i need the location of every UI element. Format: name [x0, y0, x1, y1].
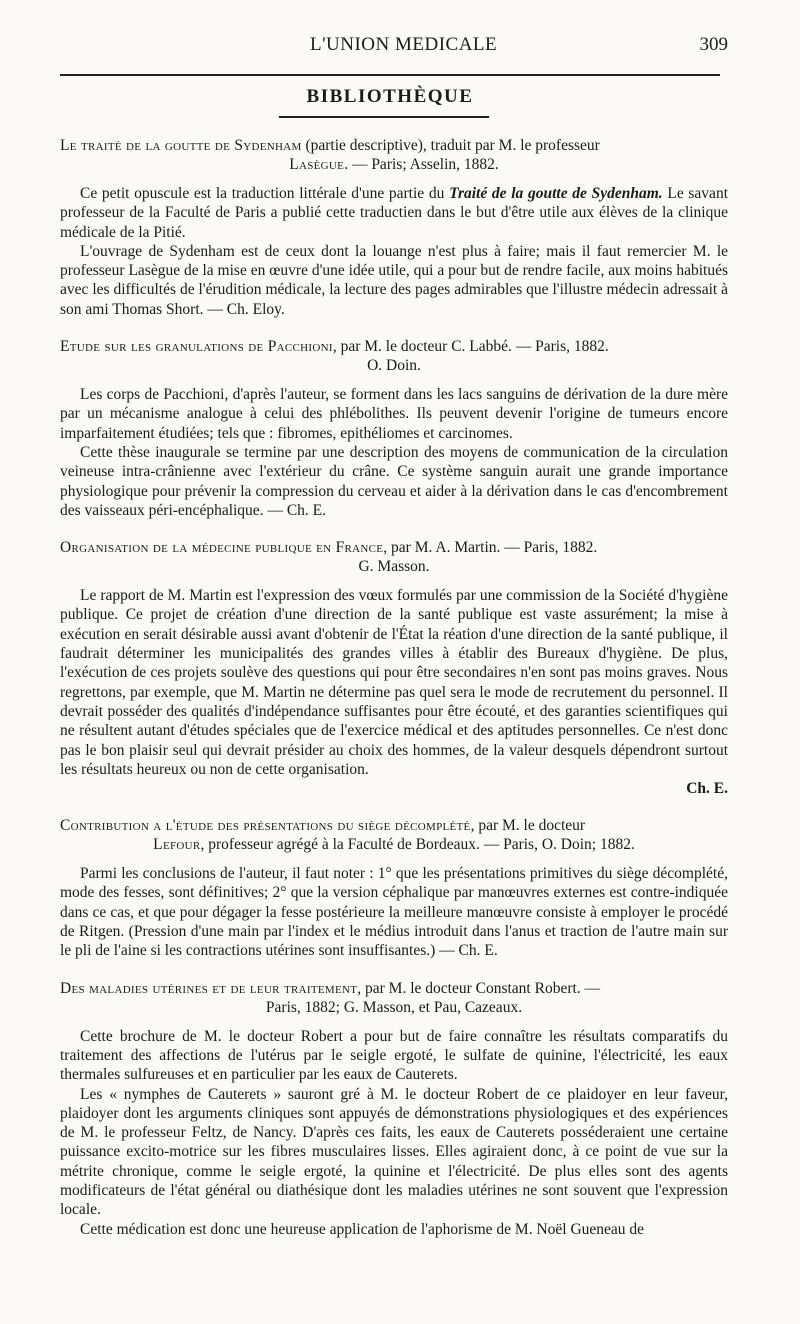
entry-signature: Ch. E.: [686, 780, 728, 798]
italic-title: Traité de la goutte de Sydenham.: [449, 185, 663, 202]
entry-publisher: , professeur agrégé à la Faculté de Bordeaux. — Paris, O. Doin; 1882.: [200, 836, 635, 854]
review-entry: [60, 136, 728, 319]
paragraph-text: Cette brochure de M. le docteur Robert a pour but de faire connaître les résultats comparatifs du traitement des affections de l'utérus par le seigle ergoté, le sulfate de quinine, l'électricité, les eaux thermales sulfureuses et en particulier par les eaux de Cauterets.: [60, 1027, 728, 1084]
paragraph: [60, 184, 728, 242]
paragraph: [60, 443, 728, 520]
entry-author: Lefour: [153, 836, 201, 854]
section-title: BIBLIOTHÈQUE: [306, 86, 474, 107]
running-title: L'UNION MEDICALE: [310, 34, 498, 55]
review-entry: [60, 816, 728, 960]
paragraph: [60, 586, 728, 779]
paragraph-text: Les « nymphes de Cauterets » sauront gré à M. le docteur Robert de ce plaidoyer en leur faveur, plaidoyer dont les arguments cliniques sont appuyés de démonstrations physiologiques et des expériences de M. le professeur Feltz, de Nancy. D'après ces faits, les eaux de Cauterets posséderaient une certaine puissance excito-motrice sur les fibres musculaires lisses. Elles agiraient donc, à ce point de vue sur la métrite chronique, comme le seigle ergoté, la quinine et l'électricité. De plus elles sont des agents modificateurs de l'état général ou diathésique dont les maladies utérines ne sont souvent que l'expression locale.: [60, 1085, 728, 1219]
review-entry: [60, 337, 728, 520]
running-head: [60, 34, 728, 68]
entry-title: Contribution a l'étude des présentations du siège décomplété: [60, 817, 471, 835]
entry-title: Etude sur les granulations de Pacchioni: [60, 338, 333, 356]
paragraph-text: Cette thèse inaugurale se termine par une description des moyens de communication de la circulation veineuse intra-crânienne avec l'extérieur du crâne. Ce système sanguin aurait une grande importance physiologique pour prévenir la compression du cerveau et aider à la dérivation dans le cas d'encombrement des vaisseaux péri-encéphalique. — Ch. E.: [60, 443, 728, 519]
entry-publisher: . — Paris; Asselin, 1882.: [344, 156, 499, 173]
entry-body: [60, 385, 728, 520]
entry-heading: [60, 979, 728, 1017]
entry-publication: [60, 835, 728, 854]
entry-heading: [60, 816, 728, 854]
paragraph-text: Cette médication est donc une heureuse application de l'aphorisme de M. Noël Gueneau de: [80, 1220, 645, 1238]
paragraph: [60, 864, 728, 960]
entry-title-rest: , par M. le docteur: [470, 817, 586, 835]
review-entry: [60, 538, 728, 798]
entry-heading: [60, 538, 728, 576]
entry-heading: [60, 337, 728, 375]
paragraph-text: L'ouvrage de Sydenham est de ceux dont la louange n'est plus à faire; mais il faut remercier M. le professeur Lasègue de la mise en œuvre d'une idée utile, qui a pour but de rendre facile, aux moins habitués avec les difficultés de l'érudition médicale, la lecture des pages admirables que l'illustre médecin adressait à son ami Thomas Short. — Ch. Eloy.: [60, 242, 728, 318]
entry-body: [60, 184, 728, 319]
entry-title-rest: , par M. le docteur C. Labbé. — Paris, 1882.: [332, 338, 609, 356]
entry-publisher: Paris, 1882; G. Masson, et Pau, Cazeaux.: [265, 998, 523, 1016]
paragraph: [60, 1027, 728, 1085]
entry-publisher: G. Masson.: [358, 558, 430, 576]
entry-publisher: O. Doin.: [367, 357, 421, 375]
page-number: 309: [699, 34, 728, 55]
entry-title-rest: , par M. A. Martin. — Paris, 1882.: [383, 539, 598, 557]
entry-author: Lasègue: [289, 156, 345, 173]
paragraph: [60, 385, 728, 443]
paragraph-text: Le savant professeur de la Faculté de Paris a publié cette traductien dans le but d'être utile aux élèves de la clinique médicale de la Pitié.: [60, 185, 728, 241]
paragraph-text: Ce petit opuscule est la traduction littérale d'une partie du: [80, 185, 450, 202]
paragraph-text: Parmi les conclusions de l'auteur, il faut noter : 1° que les présentations primitives du siège décomplété, mode des fesses, sont définitives; 2° que la version céphalique par manœuvres externes est contre-indiquée dans ce cas, et que pour dégager la fesse postérieure la meilleure manœuvre consiste à employer le procédé de Ritgen. (Pression d'une main par l'index et le médius introduit dans l'anus et traction de l'autre main sur le pli de l'aine si les contractions utérines sont insuffisantes.) — Ch. E.: [60, 865, 728, 960]
entry-title-rest: (partie descriptive), traduit par M. le professeur: [301, 137, 600, 154]
paragraph-text: Le rapport de M. Martin est l'expression des vœux formulés par une commission de la Société d'hygiène publique. Ce projet de création d'une direction de la santé publique est vaste assurément; la mise à exécution en serait désirable aussi avant d'obtenir de l'État la réation d'une direction de la santé publique, il faudrait déterminer les municipalités des grandes villes à établir des Bureaux d'hygiène. De plus, l'exécution de ces projets soulève des questions qui pour être secondaires n'en sont pas moins graves. Nous regrettons, par exemple, que M. Martin ne détermine pas quel sera le mode de recrutement du personnel. Il devrait posséder des qualités d'indépendance suffisantes pour être écouté, et des garanties scientifiques qui ne résultent autant d'études spéciales que de l'exercice médical et des aptitudes personnelles. Ce n'est donc pas le bon plaisir seul qui devrait présider au choix des hommes, de la valeur desquels dépendront surtout les résultats heureux ou non de cette organisation.: [60, 587, 728, 778]
entry-title: Des maladies utérines et de leur traitement: [60, 979, 358, 997]
entry-title-rest: , par M. le docteur Constant Robert. —: [357, 979, 601, 997]
paragraph: [60, 242, 728, 319]
title-rule: [279, 116, 489, 118]
paragraph: [60, 1220, 728, 1239]
entry-heading: [60, 136, 728, 174]
entry-body: [60, 586, 728, 798]
review-entry: [60, 979, 728, 1239]
page: [0, 34, 800, 1324]
entry-publication: [60, 155, 728, 174]
paragraph: [60, 1085, 728, 1220]
entry-body: [60, 1027, 728, 1239]
entry-title: Organisation de la médecine publique en France: [60, 539, 384, 557]
header-rule: [60, 74, 720, 76]
paragraph-text: Les corps de Pacchioni, d'après l'auteur, se forment dans les lacs sanguins de dérivation de la dure mère par un mécanisme analogue à celui des phlébolithes. Ils peuvent devenir l'origine de tumeurs encore imparfaitement étudiées; tels que : fibromes, epithéliomes et carcinomes.: [60, 386, 728, 442]
entry-body: [60, 864, 728, 960]
entry-title: Le traité de la goutte de Sydenham: [60, 137, 302, 154]
